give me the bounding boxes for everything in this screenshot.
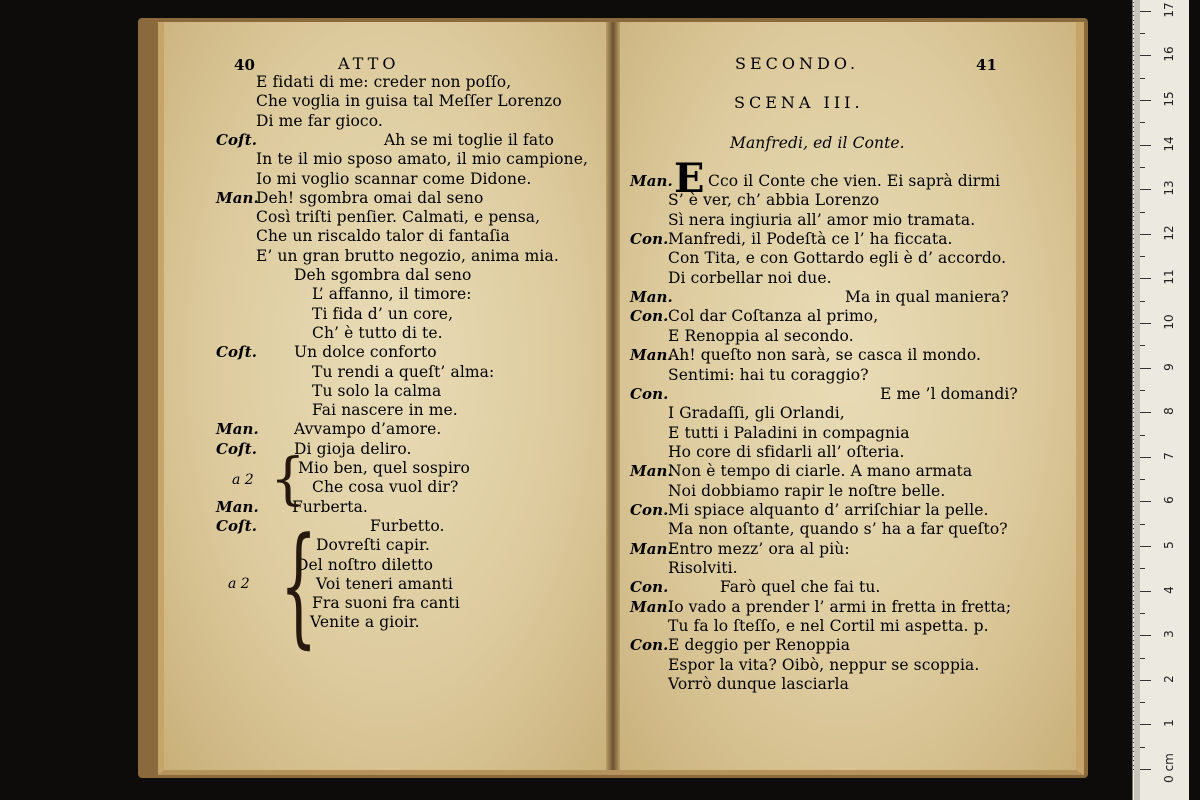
ruler-label: 17 bbox=[1162, 2, 1176, 18]
verse-line: Furbetto. bbox=[370, 516, 445, 535]
verse-line: S’ è ver, ch’ abbia Lorenzo bbox=[668, 191, 880, 210]
verse-line: Tu solo la calma bbox=[312, 381, 442, 400]
verse-line: Farò quel che fai tu. bbox=[720, 578, 881, 597]
ruler-label: 5 bbox=[1162, 541, 1176, 549]
verse-line: Di corbellar noi due. bbox=[668, 268, 832, 287]
verse-line: Io mi voglio scannar come Didone. bbox=[256, 169, 532, 188]
duet-mark: a 2 bbox=[232, 472, 254, 488]
verse-line: Ah se mi toglie il fato bbox=[384, 130, 554, 149]
ruler-label: 13 bbox=[1162, 180, 1176, 196]
speaker-label: Man. bbox=[630, 346, 673, 365]
running-head: ATTO bbox=[338, 54, 400, 73]
verse-line: Entro mezz’ ora al più: bbox=[668, 539, 850, 558]
verse-line: Che un riscaldo talor di fantaſia bbox=[256, 227, 510, 246]
verse-line: Avvampo d’amore. bbox=[294, 420, 442, 439]
speaker-label: Coſt. bbox=[216, 130, 258, 149]
verse-line: Ch’ è tutto di te. bbox=[312, 323, 443, 342]
verse-line: Col dar Coſtanza al primo, bbox=[668, 307, 879, 326]
ruler-unit-label: 0 cm bbox=[1162, 753, 1176, 783]
duet-brace: { bbox=[270, 447, 306, 512]
verse-line: Non è tempo di ciarle. A mano armata bbox=[668, 462, 973, 481]
verse-line: Risolviti. bbox=[668, 559, 738, 577]
speaker-label: Coſt. bbox=[216, 343, 258, 362]
speaker-label: Con. bbox=[630, 230, 669, 249]
speaker-label: Man. bbox=[630, 597, 673, 616]
speaker-label: Coſt. bbox=[216, 439, 258, 458]
ruler-edge bbox=[1134, 0, 1140, 800]
verse-line: Noi dobbiamo rapir le noſtre belle. bbox=[668, 481, 946, 500]
verse-line: Venite a gioir. bbox=[310, 613, 420, 632]
ruler-label: 4 bbox=[1162, 585, 1176, 594]
speaker-label: Con. bbox=[630, 636, 669, 655]
verse-line: Espor la vita? Oibò, neppur se scoppia. bbox=[668, 655, 980, 674]
speaker-label: Con. bbox=[630, 578, 669, 597]
verse-line: Mio ben, quel sospiro bbox=[298, 459, 470, 477]
ruler-label: 11 bbox=[1162, 269, 1176, 286]
verse-line: Così triſti penſier. Calmati, e pensa, bbox=[256, 208, 541, 227]
verse-line: Tu rendi a queſt’ alma: bbox=[312, 362, 495, 381]
verse-line: Voi teneri amanti bbox=[316, 574, 453, 593]
verse-line: Del noſtro diletto bbox=[296, 555, 434, 574]
verse-line: E’ un gran brutto negozio, anima mia. bbox=[256, 246, 559, 265]
verse-line: Che cosa vuol dir? bbox=[312, 478, 459, 497]
scene-characters: Manfredi, ed il Conte. bbox=[730, 134, 905, 152]
speaker-label: Man. bbox=[630, 288, 673, 307]
verse-line: Fai nascere in me. bbox=[312, 401, 458, 420]
verse-line: E deggio per Renoppia bbox=[668, 636, 851, 655]
scene-title: SCENA III. bbox=[734, 93, 864, 112]
ruler-label: 16 bbox=[1162, 46, 1176, 63]
verse-line: Sì nera ingiuria all’ amor mio tramata. bbox=[668, 210, 976, 229]
ruler-label: 14 bbox=[1162, 135, 1176, 152]
speaker-label: Con. bbox=[630, 384, 669, 403]
verse-line: Mi spiace alquanto d’ arriſchiar la pelle. bbox=[668, 500, 989, 519]
verse-line: E tutti i Paladini in compagnia bbox=[668, 423, 910, 442]
ruler-label: 7 bbox=[1162, 451, 1176, 460]
verse-line: I Gradaſſi, gli Orlandi, bbox=[668, 404, 845, 423]
verse-line: Ti fida d’ un core, bbox=[312, 304, 454, 323]
verse-line: Dovreſti capir. bbox=[316, 536, 430, 555]
ruler-label: 10 bbox=[1162, 314, 1176, 330]
speaker-label: Coſt. bbox=[216, 516, 258, 535]
verse-line: Cco il Conte che vien. Ei saprà dirmi bbox=[708, 172, 1001, 190]
verse-line: Fra suoni fra canti bbox=[312, 594, 460, 613]
duet-mark: a 2 bbox=[228, 576, 250, 592]
verse-line: Che voglia in guisa tal Meſſer Lorenzo bbox=[256, 92, 562, 111]
ruler-label: 12 bbox=[1162, 225, 1176, 241]
verse-line: Di gioja deliro. bbox=[294, 439, 412, 458]
page-number: 40 bbox=[234, 56, 256, 74]
verse-line: L’ affanno, il timore: bbox=[312, 285, 472, 304]
verse-line: Manfredi, il Podeſtà ce l’ ha ficcata. bbox=[668, 230, 953, 249]
verse-line: Di me far gioco. bbox=[256, 111, 383, 130]
verse-line: Vorrò dunque lasciarla bbox=[668, 675, 849, 694]
running-head: SECONDO. bbox=[735, 54, 860, 73]
speaker-label: Con. bbox=[630, 307, 669, 326]
verse-line: In te il mio sposo amato, il mio campione, bbox=[256, 150, 589, 169]
ruler-label: 6 bbox=[1162, 496, 1176, 505]
verse-line: E me ’l domandi? bbox=[880, 384, 1018, 403]
verse-line: Tu fa lo ſteſſo, e nel Cortil mi aspetta. p. bbox=[668, 617, 989, 636]
speaker-label: Man. bbox=[630, 539, 673, 558]
verse-line: Ma non oſtante, quando s’ ha a far queſto? bbox=[668, 520, 1008, 539]
verse-line: E Renoppia al secondo. bbox=[668, 326, 854, 345]
ruler-label: 1 bbox=[1162, 719, 1176, 728]
speaker-label: Man. bbox=[216, 497, 259, 516]
verse-line: Furberta. bbox=[292, 497, 368, 516]
ruler-label: 8 bbox=[1162, 407, 1176, 416]
verse-line: Deh sgombra dal seno bbox=[294, 266, 472, 284]
speaker-label: Man. bbox=[630, 172, 673, 190]
ruler-label: 3 bbox=[1162, 630, 1176, 639]
speaker-label: Man. bbox=[216, 188, 259, 207]
verse-line: Ho core di sfidarli all’ oſteria. bbox=[668, 442, 905, 461]
speaker-label: Man. bbox=[630, 462, 673, 481]
speaker-label: Man. bbox=[216, 420, 259, 439]
ruler-label: 2 bbox=[1162, 674, 1176, 683]
drop-cap: E bbox=[674, 155, 705, 202]
verse-line: Ma in qual maniera? bbox=[845, 288, 1009, 307]
verse-line: Ah! queſto non sarà, se casca il mondo. bbox=[668, 346, 981, 365]
book-gutter bbox=[606, 22, 620, 770]
verse-line: E fidati di me: creder non poſſo, bbox=[256, 73, 512, 91]
verse-line: Un dolce conforto bbox=[294, 343, 437, 362]
ruler-label: 15 bbox=[1162, 91, 1176, 107]
verse-line: Con Tita, e con Gottardo egli è d’ accordo. bbox=[668, 249, 1007, 268]
verse-line: Sentimi: hai tu coraggio? bbox=[668, 365, 869, 384]
page-number: 41 bbox=[976, 56, 998, 74]
measuring-ruler bbox=[1132, 0, 1189, 800]
duet-brace: { bbox=[280, 509, 318, 661]
speaker-label: Con. bbox=[630, 500, 669, 519]
ruler-label: 9 bbox=[1162, 362, 1176, 371]
verse-line: Deh! sgombra omai dal seno bbox=[256, 188, 484, 207]
verse-line: Io vado a prender l’ armi in fretta in fretta; bbox=[668, 597, 1012, 616]
